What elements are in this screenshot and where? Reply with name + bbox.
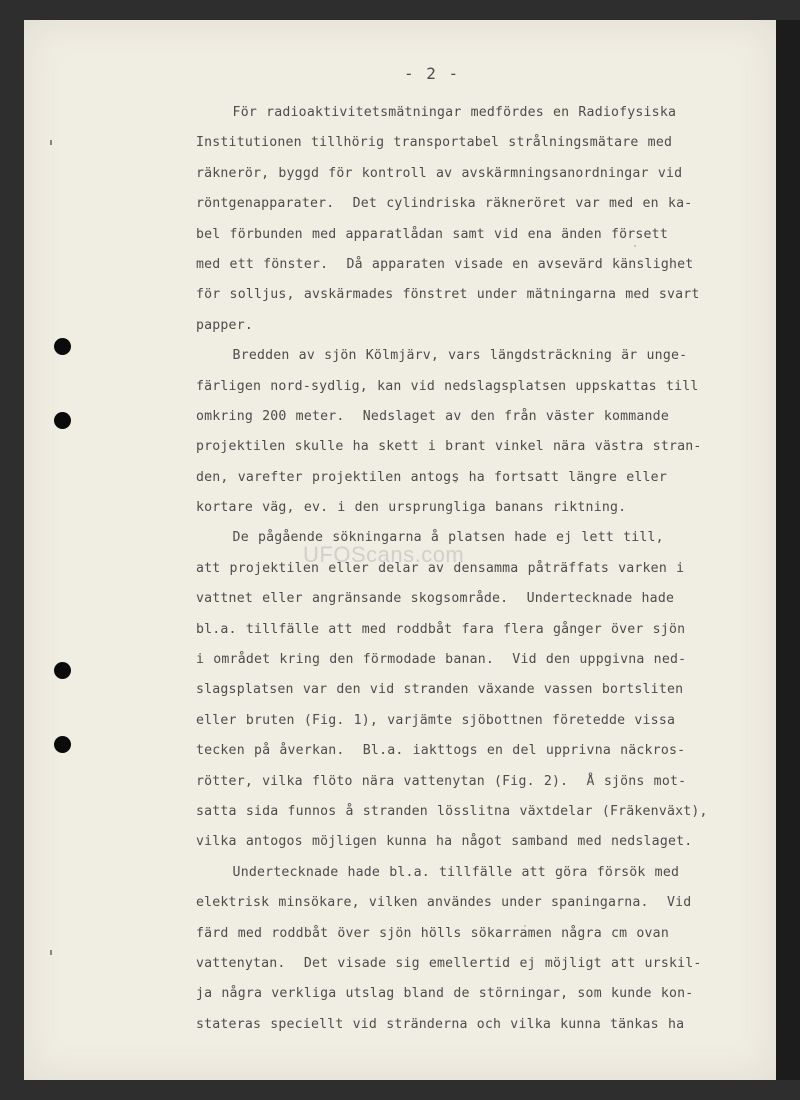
text-line: vattenytan. Det visade sig emellertid ej möjligt att urskil- (196, 955, 702, 971)
text-line: röntgenapparater. Det cylindriska räkneröret var med en ka- (196, 196, 693, 212)
text-line: satta sida funnos å stranden lösslitna växtdelar (Fräkenväxt), (196, 803, 708, 819)
text-line: För radioaktivitetsmätningar medfördes en Radiofysiska (196, 105, 677, 120)
text-line: omkring 200 meter. Nedslaget av den från väster kommande (196, 408, 669, 424)
text-line: vattnet eller angränsande skogsområde. Undertecknade hade (196, 591, 675, 607)
text-line: bel förbunden med apparatlådan samt vid ena änden försett (196, 226, 668, 242)
text-line: färd med roddbåt över sjön hölls sökarramen några cm ovan (196, 925, 669, 941)
page-number: - 2 - (404, 64, 460, 83)
text-line: färligen nord-sydlig, kan vid nedslagsplatsen uppskattas till (196, 378, 699, 394)
text-line: papper. (196, 317, 253, 333)
text-line: Bredden av sjön Kölmjärv, vars längdsträckning är unge- (196, 348, 688, 364)
scan-edge (776, 20, 800, 1080)
text-line: Institutionen tillhörig transportabel strålningsmätare med (196, 135, 673, 151)
text-line: De pågående sökningarna å platsen hade ej lett till, (196, 530, 664, 546)
punch-hole (54, 338, 71, 355)
text-line: slagsplatsen var den vid stranden växande vassen bortsliten (196, 682, 684, 698)
text-line: ja några verkliga utslag bland de störningar, som kunde kon- (196, 986, 694, 1002)
watermark: UFOScans.com (303, 542, 465, 567)
page-mark (50, 140, 52, 145)
text-line: kortare väg, ev. i den ursprungliga banans riktning. (196, 500, 627, 516)
text-line: projektilen skulle ha skett i brant vinkel nära västra stran- (196, 439, 702, 455)
text-line: elektrisk minsökare, vilken användes under spaningarna. Vid (196, 895, 692, 911)
text-line: stateras speciellt vid stränderna och vilka kunna tänkas ha (196, 1016, 685, 1032)
text-line: eller bruten (Fig. 1), varjämte sjöbottnen företedde vissa (196, 712, 676, 728)
punch-hole (54, 662, 71, 679)
text-line: rötter, vilka flöto nära vattenytan (Fig. 2). Å sjöns mot- (196, 773, 687, 789)
text-line: i området kring den förmodade banan. Vid den uppgivna ned- (196, 652, 687, 668)
text-line: den, varefter projektilen antogs ha fortsatt längre eller (196, 469, 667, 485)
text-line: bl.a. tillfälle att med roddbåt fara flera gånger över sjön (196, 621, 686, 637)
text-line: vilka antogos möjligen kunna ha något samband med nedslaget. (196, 834, 693, 850)
text-line: räknerör, byggd för kontroll av avskärmningsanordningar vid (196, 165, 683, 181)
text-line: Undertecknade hade bl.a. tillfälle att göra försök med (196, 864, 680, 880)
body-text (196, 98, 776, 1040)
text-line: med ett fönster. Då apparaten visade en avsevärd känslighet (196, 256, 694, 272)
text-line: att projektilen eller delar av densamma påträffats varken i (196, 560, 685, 576)
text-line: för solljus, avskärmades fönstret under mätningarna med svart (196, 287, 700, 303)
punch-hole (54, 736, 71, 753)
page-mark (50, 950, 52, 955)
punch-hole (54, 412, 71, 429)
text-line: tecken på åverkan. Bl.a. iakttogs en del upprivna näckros- (196, 743, 686, 759)
